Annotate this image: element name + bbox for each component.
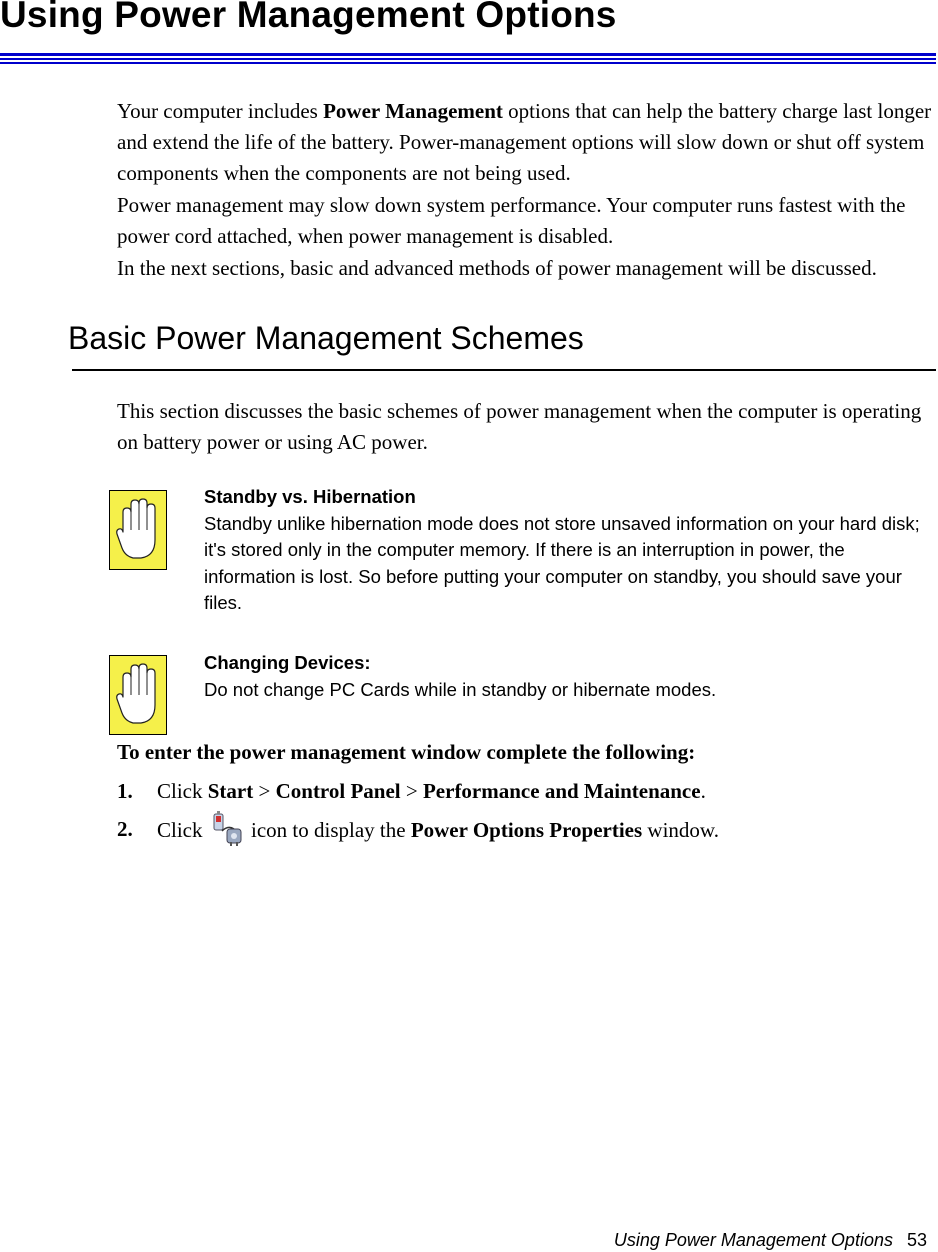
- step-number: 2.: [117, 817, 133, 841]
- section-intro: This section discusses the basic schemes of power management when the computer is operating on battery power or using AC power.: [117, 399, 922, 454]
- note-title: Changing Devices:: [204, 652, 371, 673]
- title-rule: [0, 58, 936, 60]
- stop-hand-icon: [109, 490, 167, 570]
- performance-maintenance-link: Performance and Maintenance: [422, 779, 701, 803]
- footer-title: Using Power Management Options: [613, 1230, 893, 1250]
- intro-paragraph: Your computer includes Power Management options that can help the battery charge last longer and extend the life of the battery. Power-management options will slow down or shut off system components when the components are not being used.: [117, 99, 932, 185]
- stop-hand-icon: [109, 655, 167, 735]
- control-panel-link: Control Panel: [275, 779, 401, 803]
- power-management-term: Power Management: [323, 99, 503, 123]
- section-rule: [72, 369, 936, 371]
- title-rule: [0, 62, 936, 64]
- note-title: Standby vs. Hibernation: [204, 486, 416, 507]
- page-footer: [614, 1230, 927, 1251]
- note-standby-hibernation: [204, 484, 938, 617]
- step-number: 1.: [117, 779, 133, 803]
- note-changing-devices: [204, 650, 938, 703]
- note-body: Do not change PC Cards while in standby or hibernate modes.: [204, 678, 717, 700]
- start-menu-link: Start: [207, 779, 254, 803]
- title-rule: [0, 53, 936, 56]
- section-title: Basic Power Management Schemes: [68, 320, 584, 356]
- page-title: Using Power Management Options: [0, 0, 617, 35]
- step-text: Click Start > Control Panel > Performance and Maintenance.: [157, 779, 706, 803]
- performance-paragraph: Power management may slow down system performance. Your computer runs fastest with the power cord attached, when power management is disabled.: [117, 193, 906, 248]
- power-options-properties-term: Power Options Properties: [410, 817, 643, 842]
- next-sections-paragraph: In the next sections, basic and advanced methods of power management will be discussed.: [117, 256, 877, 280]
- power-options-icon: [210, 811, 244, 847]
- page-number: 53: [906, 1230, 927, 1250]
- step-text: Click icon to display the Power Options Properties window.: [157, 817, 719, 847]
- note-body: Standby unlike hibernation mode does not store unsaved information on your hard disk; it's stored only in the computer memory. If there is an interruption in power, the information is lost. So before putting your computer on standby, you should save your files.: [204, 512, 920, 613]
- procedure-heading: To enter the power management window complete the following:: [117, 740, 696, 764]
